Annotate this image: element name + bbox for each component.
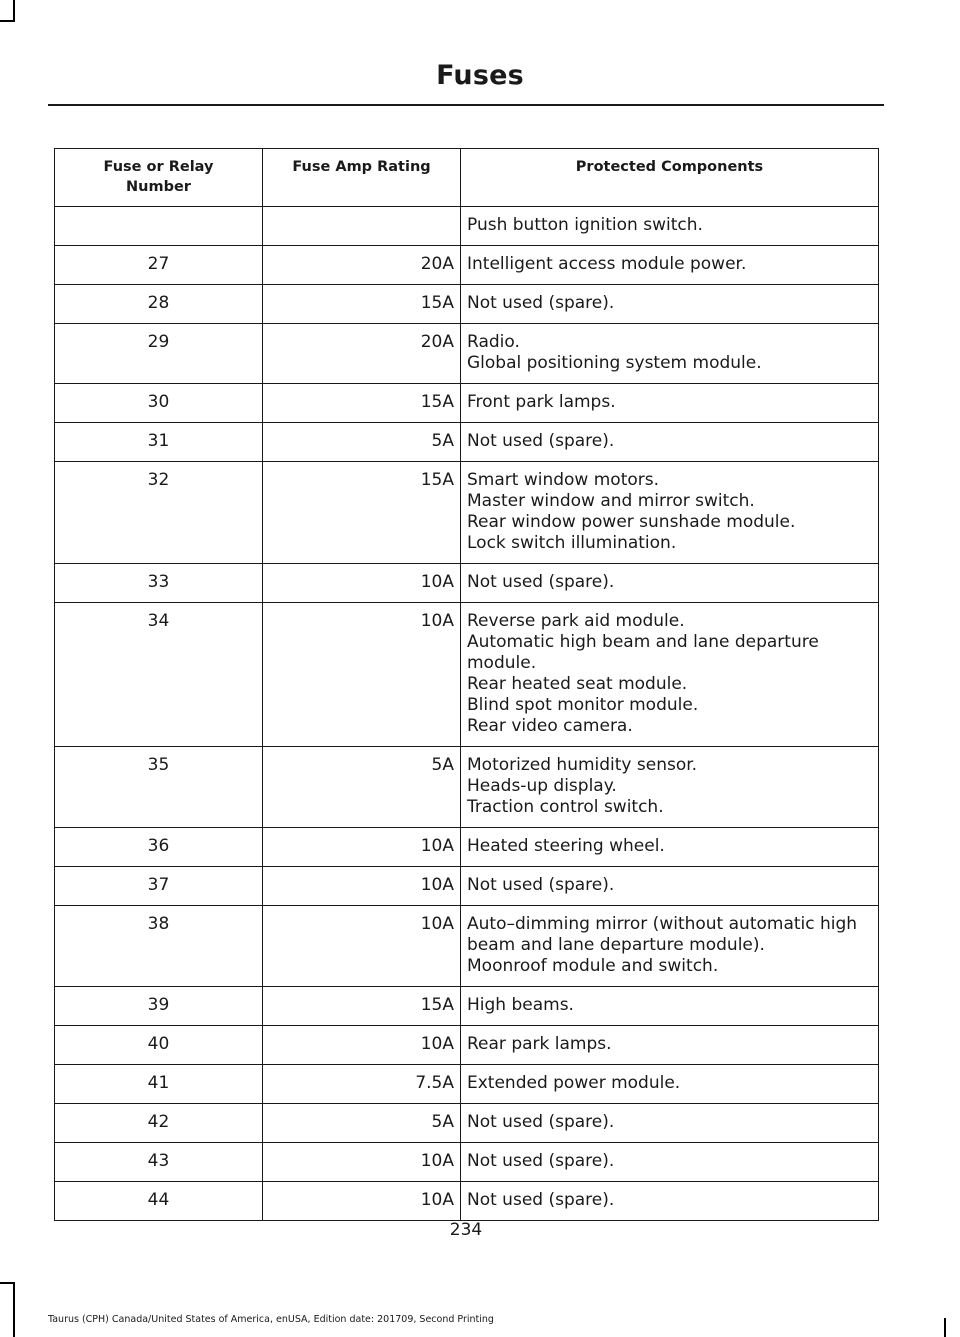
crop-mark-top-left bbox=[13, 0, 15, 22]
table-row bbox=[55, 384, 879, 423]
table-row bbox=[55, 906, 879, 987]
fuse-number-cell: 36 bbox=[55, 828, 263, 867]
fuse-number-cell: 44 bbox=[55, 1182, 263, 1221]
component-line: Auto–dimming mirror (without automatic high beam and lane departure module). bbox=[467, 914, 858, 955]
component-line: Extended power module. bbox=[467, 1073, 681, 1093]
component-line: Heated steering wheel. bbox=[467, 836, 665, 856]
component-line: Not used (spare). bbox=[467, 1151, 615, 1171]
component-line: Not used (spare). bbox=[467, 875, 615, 895]
fuse-number-cell: 35 bbox=[55, 747, 263, 828]
component-line: Blind spot monitor module. bbox=[467, 695, 699, 715]
protected-components-cell bbox=[461, 987, 879, 1026]
component-line: Motorized humidity sensor. bbox=[467, 755, 698, 775]
table-row bbox=[55, 747, 879, 828]
protected-components-cell bbox=[461, 1065, 879, 1104]
crop-mark-bottom-left-h bbox=[0, 1282, 15, 1284]
fuse-amp-cell: 15A bbox=[263, 462, 461, 564]
component-line: Rear park lamps. bbox=[467, 1034, 612, 1054]
column-header-amp: Fuse Amp Rating bbox=[263, 149, 461, 207]
protected-components-cell bbox=[461, 603, 879, 747]
fuse-amp-cell: 10A bbox=[263, 564, 461, 603]
fuse-number-cell: 40 bbox=[55, 1026, 263, 1065]
component-line: Heads-up display. bbox=[467, 776, 617, 796]
protected-components-cell bbox=[461, 207, 879, 246]
protected-components-cell bbox=[461, 867, 879, 906]
table-row bbox=[55, 564, 879, 603]
component-line: Push button ignition switch. bbox=[467, 215, 703, 235]
protected-components-cell bbox=[461, 1104, 879, 1143]
edition-footer: Taurus (CPH) Canada/United States of America, enUSA, Edition date: 201709, Second Printing bbox=[48, 1314, 494, 1325]
fuse-number-cell: 32 bbox=[55, 462, 263, 564]
component-line: Master window and mirror switch. bbox=[467, 491, 755, 511]
fuse-amp-cell: 5A bbox=[263, 747, 461, 828]
protected-components-cell bbox=[461, 1026, 879, 1065]
fuse-number-cell: 28 bbox=[55, 285, 263, 324]
fuse-amp-cell: 10A bbox=[263, 867, 461, 906]
fuse-amp-cell: 10A bbox=[263, 1182, 461, 1221]
fuse-number-cell: 41 bbox=[55, 1065, 263, 1104]
fuse-number-cell: 39 bbox=[55, 987, 263, 1026]
table-row bbox=[55, 1026, 879, 1065]
component-line: Rear window power sunshade module. bbox=[467, 512, 796, 532]
fuse-table bbox=[54, 148, 879, 1221]
component-line: High beams. bbox=[467, 995, 574, 1015]
crop-mark-bottom-left bbox=[13, 1282, 15, 1337]
protected-components-cell bbox=[461, 285, 879, 324]
component-line: Rear video camera. bbox=[467, 716, 633, 736]
table-row bbox=[55, 867, 879, 906]
table-row bbox=[55, 828, 879, 867]
protected-components-cell bbox=[461, 384, 879, 423]
fuse-amp-cell: 10A bbox=[263, 1026, 461, 1065]
table-row bbox=[55, 1182, 879, 1221]
fuse-amp-cell: 20A bbox=[263, 246, 461, 285]
component-line: Moonroof module and switch. bbox=[467, 956, 719, 976]
table-row bbox=[55, 603, 879, 747]
fuse-number-cell: 27 bbox=[55, 246, 263, 285]
component-line: Smart window motors. bbox=[467, 470, 660, 490]
table-header-row bbox=[55, 149, 879, 207]
protected-components-cell bbox=[461, 423, 879, 462]
component-line: Front park lamps. bbox=[467, 392, 616, 412]
protected-components-cell bbox=[461, 246, 879, 285]
component-line: Rear heated seat module. bbox=[467, 674, 688, 694]
column-header-number: Fuse or Relay Number bbox=[55, 149, 263, 207]
component-line: Traction control switch. bbox=[467, 797, 664, 817]
fuse-number-cell: 37 bbox=[55, 867, 263, 906]
fuse-number-cell: 42 bbox=[55, 1104, 263, 1143]
fuse-amp-cell: 10A bbox=[263, 828, 461, 867]
fuse-number-cell: 33 bbox=[55, 564, 263, 603]
component-line: Intelligent access module power. bbox=[467, 254, 747, 274]
fuse-number-cell: 31 bbox=[55, 423, 263, 462]
fuse-amp-cell: 5A bbox=[263, 1104, 461, 1143]
fuse-amp-cell: 7.5A bbox=[263, 1065, 461, 1104]
fuse-number-cell: 38 bbox=[55, 906, 263, 987]
crop-mark-bottom-right bbox=[944, 1318, 946, 1337]
fuse-number-cell: 29 bbox=[55, 324, 263, 384]
protected-components-cell bbox=[461, 462, 879, 564]
table-row bbox=[55, 1065, 879, 1104]
protected-components-cell bbox=[461, 906, 879, 987]
page-number: 234 bbox=[449, 1220, 483, 1240]
fuse-amp-cell: 20A bbox=[263, 324, 461, 384]
title-rule bbox=[48, 104, 884, 106]
fuse-amp-cell: 10A bbox=[263, 1143, 461, 1182]
component-line: Reverse park aid module. bbox=[467, 611, 685, 631]
table-row bbox=[55, 285, 879, 324]
fuse-amp-cell: 15A bbox=[263, 384, 461, 423]
table-row bbox=[55, 207, 879, 246]
table-row bbox=[55, 462, 879, 564]
component-line: Not used (spare). bbox=[467, 1112, 615, 1132]
column-header-components: Protected Components bbox=[461, 149, 879, 207]
page-title: Fuses bbox=[436, 60, 524, 91]
fuse-amp-cell: 5A bbox=[263, 423, 461, 462]
fuse-number-cell: 43 bbox=[55, 1143, 263, 1182]
fuse-amp-cell: 10A bbox=[263, 906, 461, 987]
component-line: Not used (spare). bbox=[467, 293, 615, 313]
fuse-amp-cell: 10A bbox=[263, 603, 461, 747]
protected-components-cell bbox=[461, 828, 879, 867]
crop-mark-top-left-h bbox=[0, 20, 15, 22]
fuse-amp-cell bbox=[263, 207, 461, 246]
protected-components-cell bbox=[461, 564, 879, 603]
table-row bbox=[55, 987, 879, 1026]
component-line: Radio. bbox=[467, 332, 520, 352]
fuse-number-cell: 34 bbox=[55, 603, 263, 747]
protected-components-cell bbox=[461, 1143, 879, 1182]
fuse-number-cell bbox=[55, 207, 263, 246]
component-line: Automatic high beam and lane departure module. bbox=[467, 632, 819, 673]
table-row bbox=[55, 324, 879, 384]
component-line: Not used (spare). bbox=[467, 572, 615, 592]
table-row bbox=[55, 1104, 879, 1143]
fuse-number-cell: 30 bbox=[55, 384, 263, 423]
table-row bbox=[55, 423, 879, 462]
fuse-amp-cell: 15A bbox=[263, 987, 461, 1026]
component-line: Not used (spare). bbox=[467, 1190, 615, 1210]
table-row bbox=[55, 246, 879, 285]
fuse-amp-cell: 15A bbox=[263, 285, 461, 324]
protected-components-cell bbox=[461, 324, 879, 384]
table-row bbox=[55, 1143, 879, 1182]
component-line: Global positioning system module. bbox=[467, 353, 762, 373]
fuse-table-body bbox=[55, 207, 879, 1221]
protected-components-cell bbox=[461, 1182, 879, 1221]
component-line: Lock switch illumination. bbox=[467, 533, 677, 553]
component-line: Not used (spare). bbox=[467, 431, 615, 451]
protected-components-cell bbox=[461, 747, 879, 828]
